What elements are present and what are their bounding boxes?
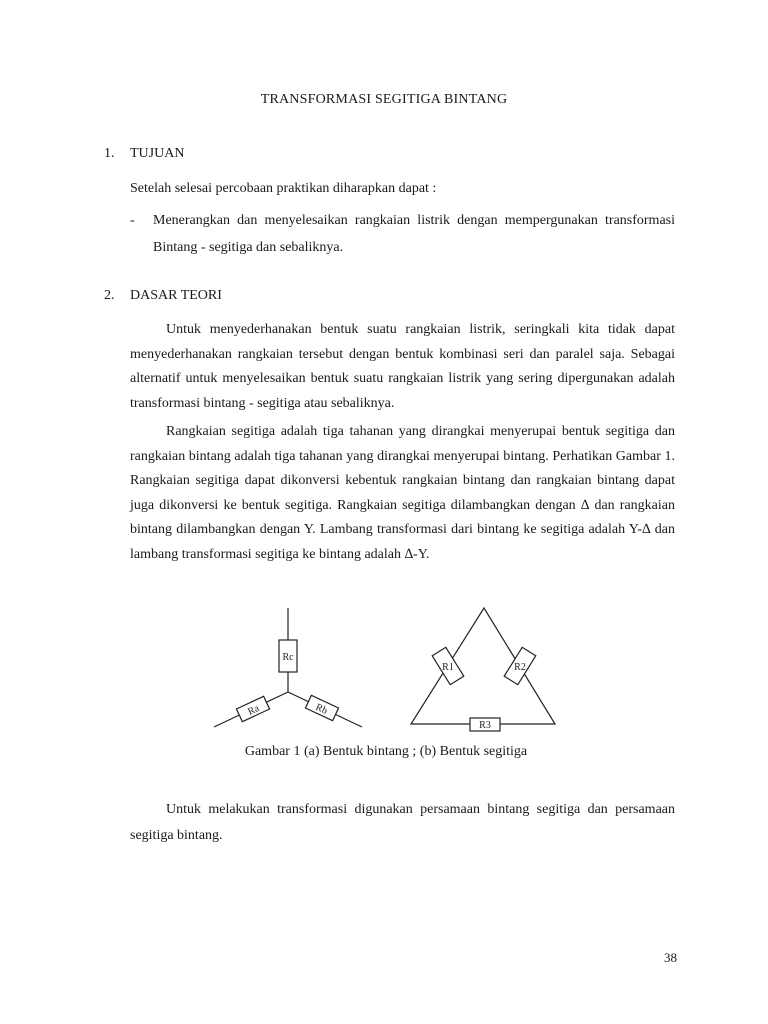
- section-2-heading: [104, 288, 222, 304]
- section-1-bullet: [130, 207, 675, 261]
- resistor-r2: [504, 647, 536, 685]
- section-1-title: TUJUAN: [130, 146, 185, 161]
- bullet-text: Menerangkan dan menyelesaikan rangkaian listrik dengan mempergunakan transformasi Bintang - segitiga dan sebaliknya.: [153, 213, 675, 255]
- page-title: TRANSFORMASI SEGITIGA BINTANG: [260, 92, 508, 107]
- resistor-ra-label: Ra: [246, 703, 261, 718]
- bullet-marker: -: [130, 213, 135, 228]
- figure-1-diagram: [200, 600, 570, 740]
- resistor-r1-label: R1: [442, 662, 454, 673]
- section-2-paragraph-1: Untuk menyederhanakan bentuk suatu rangkaian listrik, seringkali kita tidak dapat menyederhanakan rangkaian tersebut dengan bentuk kombinasi seri dan paralel saja. Sebagai alternatif untuk menyelesaikan bentuk suatu rangkaian listrik yang sering dipergunakan adalah transformasi bintang - segitiga atau sebaliknya.: [130, 322, 675, 411]
- resistor-rb: [305, 695, 338, 720]
- resistor-ra: [236, 696, 269, 721]
- resistor-rc-label: Rc: [282, 652, 294, 663]
- section-1-heading: [104, 146, 184, 162]
- section-1-number: 1.: [104, 146, 115, 161]
- resistor-r3: [470, 718, 500, 731]
- section-1-intro: Setelah selesai percobaan praktikan diharapkan dapat :: [130, 181, 437, 196]
- section-2-title: DASAR TEORI: [130, 288, 222, 303]
- resistor-r3-label: R3: [479, 720, 491, 731]
- section-2-number: 2.: [104, 288, 115, 303]
- section-2-paragraph-3: Untuk melakukan transformasi digunakan persamaan bintang segitiga dan persamaan segitiga bintang.: [130, 802, 675, 843]
- delta-circuit: [411, 608, 555, 724]
- page-number: 38: [664, 950, 677, 965]
- figure-caption: Gambar 1 (a) Bentuk bintang ; (b) Bentuk segitiga: [244, 744, 528, 759]
- section-2-paragraph-2: Rangkaian segitiga adalah tiga tahanan yang dirangkai menyerupai bentuk segitiga dan rangkaian bintang adalah tiga tahanan yang dirangkai menyerupai bintang. Perhatikan Gambar 1. Rangkaian segitiga dapat dikonversi kebentuk rangkaian bintang dan rangkaian bintang dapat juga dikonversi ke bentuk segitiga. Rangkaian segitiga dilambangkan dengan ∆ dan rangkaian bintang dilambangkan dengan Y. Lambang transformasi dari bintang ke segitiga adalah Y-∆ dan lambang transformasi segitiga ke bintang adalah ∆-Y.: [130, 424, 675, 562]
- resistor-r2-label: R2: [514, 662, 526, 673]
- delta-triangle: [411, 608, 555, 724]
- resistor-rb-label: Rb: [313, 701, 329, 717]
- resistor-r1: [432, 647, 464, 685]
- resistor-rc: [279, 640, 297, 672]
